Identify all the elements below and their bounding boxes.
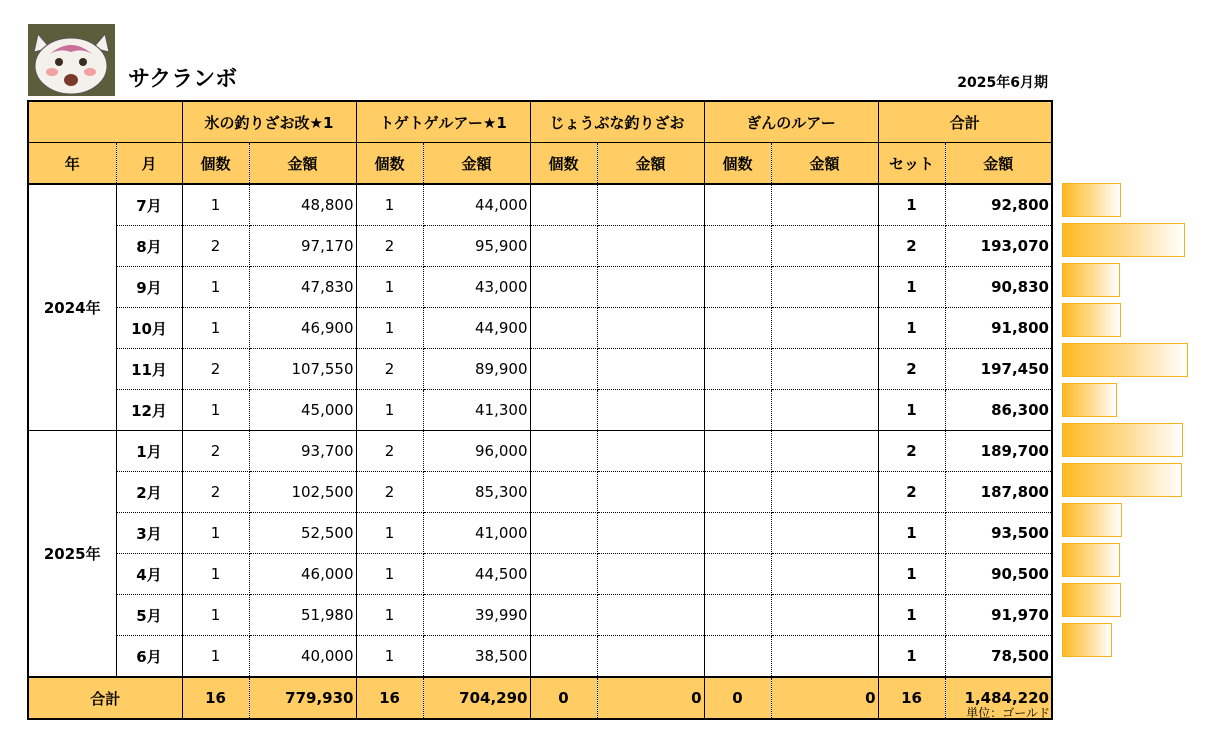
amount-header: 金額 <box>597 143 704 185</box>
total-count: 16 <box>356 677 423 719</box>
amount-cell: 48,800 <box>249 184 356 226</box>
count-cell: 2 <box>182 472 249 513</box>
amount-cell <box>771 308 878 349</box>
count-cell: 1 <box>356 595 423 636</box>
year-header: 年 <box>28 143 116 185</box>
count-cell: 1 <box>356 390 423 431</box>
row-total-cell: 86,300 <box>945 390 1052 431</box>
count-cell <box>704 472 771 513</box>
amount-cell: 45,000 <box>249 390 356 431</box>
count-cell <box>704 184 771 226</box>
count-cell <box>704 267 771 308</box>
count-cell: 1 <box>182 308 249 349</box>
count-cell: 1 <box>356 636 423 678</box>
count-cell <box>704 636 771 678</box>
table-row <box>28 431 1052 472</box>
set-cell: 1 <box>878 554 945 595</box>
set-cell: 1 <box>878 390 945 431</box>
amount-cell <box>771 431 878 472</box>
count-cell: 1 <box>182 636 249 678</box>
amount-cell <box>771 472 878 513</box>
amount-cell <box>597 513 704 554</box>
month-header: 月 <box>116 143 182 185</box>
set-cell: 2 <box>878 472 945 513</box>
total-bar <box>1062 183 1121 217</box>
amount-cell: 44,900 <box>423 308 530 349</box>
count-cell <box>530 184 597 226</box>
count-cell: 2 <box>182 431 249 472</box>
count-cell: 1 <box>182 267 249 308</box>
amount-cell: 96,000 <box>423 431 530 472</box>
amount-cell <box>597 472 704 513</box>
count-header: 個数 <box>356 143 423 185</box>
amount-cell: 95,900 <box>423 226 530 267</box>
row-total-cell: 91,970 <box>945 595 1052 636</box>
set-cell: 1 <box>878 267 945 308</box>
set-cell: 2 <box>878 349 945 390</box>
count-cell <box>530 390 597 431</box>
month-cell: 8月 <box>116 226 182 267</box>
amount-cell: 44,000 <box>423 184 530 226</box>
amount-cell <box>597 554 704 595</box>
amount-cell <box>597 226 704 267</box>
month-cell: 11月 <box>116 349 182 390</box>
total-amount: 779,930 <box>249 677 356 719</box>
count-cell: 1 <box>356 308 423 349</box>
row-total-cell: 197,450 <box>945 349 1052 390</box>
amount-cell <box>771 267 878 308</box>
total-bar <box>1062 583 1121 617</box>
amount-cell: 52,500 <box>249 513 356 554</box>
count-cell: 1 <box>182 184 249 226</box>
amount-cell: 38,500 <box>423 636 530 678</box>
set-cell: 1 <box>878 513 945 554</box>
total-count: 16 <box>182 677 249 719</box>
table-row <box>28 390 1052 431</box>
amount-cell: 43,000 <box>423 267 530 308</box>
month-cell: 9月 <box>116 267 182 308</box>
month-cell: 3月 <box>116 513 182 554</box>
amount-cell: 39,990 <box>423 595 530 636</box>
row-total-cell: 187,800 <box>945 472 1052 513</box>
count-cell <box>704 554 771 595</box>
total-amount: 0 <box>597 677 704 719</box>
count-cell <box>704 513 771 554</box>
month-cell: 4月 <box>116 554 182 595</box>
amount-cell: 89,900 <box>423 349 530 390</box>
count-cell <box>530 226 597 267</box>
amount-cell <box>597 308 704 349</box>
total-bar <box>1062 303 1121 337</box>
amount-cell: 47,830 <box>249 267 356 308</box>
blank-header-cell <box>28 101 182 143</box>
column-header-row <box>28 143 1052 185</box>
total-bar <box>1062 223 1185 257</box>
cat-avatar <box>28 24 115 96</box>
amount-cell <box>771 349 878 390</box>
count-cell <box>530 267 597 308</box>
table-row <box>28 184 1052 226</box>
amount-cell <box>771 554 878 595</box>
product-header-row <box>28 101 1052 143</box>
count-cell <box>530 513 597 554</box>
count-cell <box>530 431 597 472</box>
count-header: 個数 <box>182 143 249 185</box>
amount-cell <box>597 431 704 472</box>
count-cell: 1 <box>182 595 249 636</box>
count-cell <box>530 636 597 678</box>
row-total-cell: 90,500 <box>945 554 1052 595</box>
amount-cell: 97,170 <box>249 226 356 267</box>
count-cell <box>530 472 597 513</box>
amount-cell: 44,500 <box>423 554 530 595</box>
table-row <box>28 472 1052 513</box>
count-cell: 1 <box>182 390 249 431</box>
month-cell: 5月 <box>116 595 182 636</box>
product-header: ぎんのルアー <box>704 101 878 143</box>
amount-cell: 41,300 <box>423 390 530 431</box>
amount-cell <box>771 595 878 636</box>
month-cell: 2月 <box>116 472 182 513</box>
count-cell: 1 <box>356 554 423 595</box>
count-cell <box>530 595 597 636</box>
amount-cell: 41,000 <box>423 513 530 554</box>
count-cell: 1 <box>356 184 423 226</box>
set-cell: 2 <box>878 226 945 267</box>
amount-cell: 93,700 <box>249 431 356 472</box>
month-cell: 6月 <box>116 636 182 678</box>
table-row <box>28 267 1052 308</box>
count-cell: 2 <box>182 226 249 267</box>
count-cell: 2 <box>182 349 249 390</box>
total-bar <box>1062 263 1120 297</box>
amount-cell: 85,300 <box>423 472 530 513</box>
table-row <box>28 595 1052 636</box>
count-cell: 1 <box>182 513 249 554</box>
set-cell: 1 <box>878 636 945 678</box>
amount-cell <box>771 636 878 678</box>
total-bar-chart <box>1062 180 1202 660</box>
totals-row <box>28 677 1052 719</box>
row-total-cell: 78,500 <box>991 647 1049 665</box>
row-total-cell: 90,830 <box>945 267 1052 308</box>
amount-cell <box>597 595 704 636</box>
count-cell: 2 <box>356 226 423 267</box>
count-header: 個数 <box>704 143 771 185</box>
total-bar <box>1062 423 1183 457</box>
count-cell: 2 <box>356 431 423 472</box>
unit-note: 単位：ゴールド <box>966 706 1050 720</box>
amount-header: 金額 <box>771 143 878 185</box>
total-count: 0 <box>704 677 771 719</box>
amount-cell <box>597 184 704 226</box>
count-header: 個数 <box>530 143 597 185</box>
count-cell: 1 <box>356 513 423 554</box>
table-row <box>28 636 1052 678</box>
amount-cell: 40,000 <box>249 636 356 678</box>
count-cell <box>704 431 771 472</box>
sales-table <box>27 100 1053 720</box>
amount-cell <box>597 349 704 390</box>
count-cell: 2 <box>356 472 423 513</box>
count-cell: 1 <box>356 267 423 308</box>
total-bar <box>1062 383 1117 417</box>
set-header: セット <box>878 143 945 185</box>
amount-cell <box>771 390 878 431</box>
count-cell: 2 <box>356 349 423 390</box>
total-amount: 0 <box>771 677 878 719</box>
total-bar <box>1062 543 1120 577</box>
amount-header: 金額 <box>423 143 530 185</box>
product-header: じょうぶな釣りざお <box>530 101 704 143</box>
amount-cell: 51,980 <box>249 595 356 636</box>
count-cell <box>704 308 771 349</box>
amount-cell <box>771 226 878 267</box>
total-amount: 704,290 <box>423 677 530 719</box>
total-bar <box>1062 623 1112 657</box>
table-row <box>28 554 1052 595</box>
fiscal-period: 2025年6月期 <box>957 75 1048 91</box>
product-header: トゲトゲルアー★1 <box>356 101 530 143</box>
totals-label: 合計 <box>28 677 182 719</box>
set-cell: 2 <box>878 431 945 472</box>
count-cell <box>530 554 597 595</box>
count-cell <box>530 308 597 349</box>
row-total-cell: 92,800 <box>945 184 1052 226</box>
total-header: 合計 <box>878 101 1052 143</box>
amount-header: 金額 <box>945 143 1052 185</box>
month-cell: 7月 <box>116 184 182 226</box>
count-cell <box>704 390 771 431</box>
amount-cell: 46,000 <box>249 554 356 595</box>
total-set: 16 <box>878 677 945 719</box>
total-bar <box>1062 503 1122 537</box>
amount-cell <box>597 636 704 678</box>
set-cell: 1 <box>878 184 945 226</box>
count-cell <box>704 349 771 390</box>
month-cell: 12月 <box>116 390 182 431</box>
amount-cell: 102,500 <box>249 472 356 513</box>
row-total-cell: 93,500 <box>945 513 1052 554</box>
row-total-cell: 91,800 <box>945 308 1052 349</box>
amount-header: 金額 <box>249 143 356 185</box>
table-row <box>28 226 1052 267</box>
amount-cell <box>771 184 878 226</box>
amount-cell: 46,900 <box>249 308 356 349</box>
amount-cell <box>597 267 704 308</box>
page-title: サクランボ <box>128 67 238 92</box>
month-cell: 10月 <box>116 308 182 349</box>
row-total-cell: 193,070 <box>945 226 1052 267</box>
count-cell: 1 <box>182 554 249 595</box>
table-row <box>28 349 1052 390</box>
amount-cell: 107,550 <box>249 349 356 390</box>
set-cell: 1 <box>878 595 945 636</box>
count-cell <box>704 226 771 267</box>
count-cell <box>704 595 771 636</box>
product-header: 氷の釣りざお改★1 <box>182 101 356 143</box>
table-row <box>28 308 1052 349</box>
table-row <box>28 513 1052 554</box>
month-cell: 1月 <box>116 431 182 472</box>
count-cell <box>530 349 597 390</box>
set-cell: 1 <box>878 308 945 349</box>
amount-cell <box>771 513 878 554</box>
total-bar <box>1062 343 1188 377</box>
year-cell: 2024年 <box>28 184 116 431</box>
amount-cell <box>597 390 704 431</box>
total-bar <box>1062 463 1182 497</box>
total-count: 0 <box>530 677 597 719</box>
row-total-cell: 189,700 <box>945 431 1052 472</box>
grand-total: 1,484,220 <box>945 677 1052 719</box>
year-cell: 2025年 <box>28 431 116 678</box>
